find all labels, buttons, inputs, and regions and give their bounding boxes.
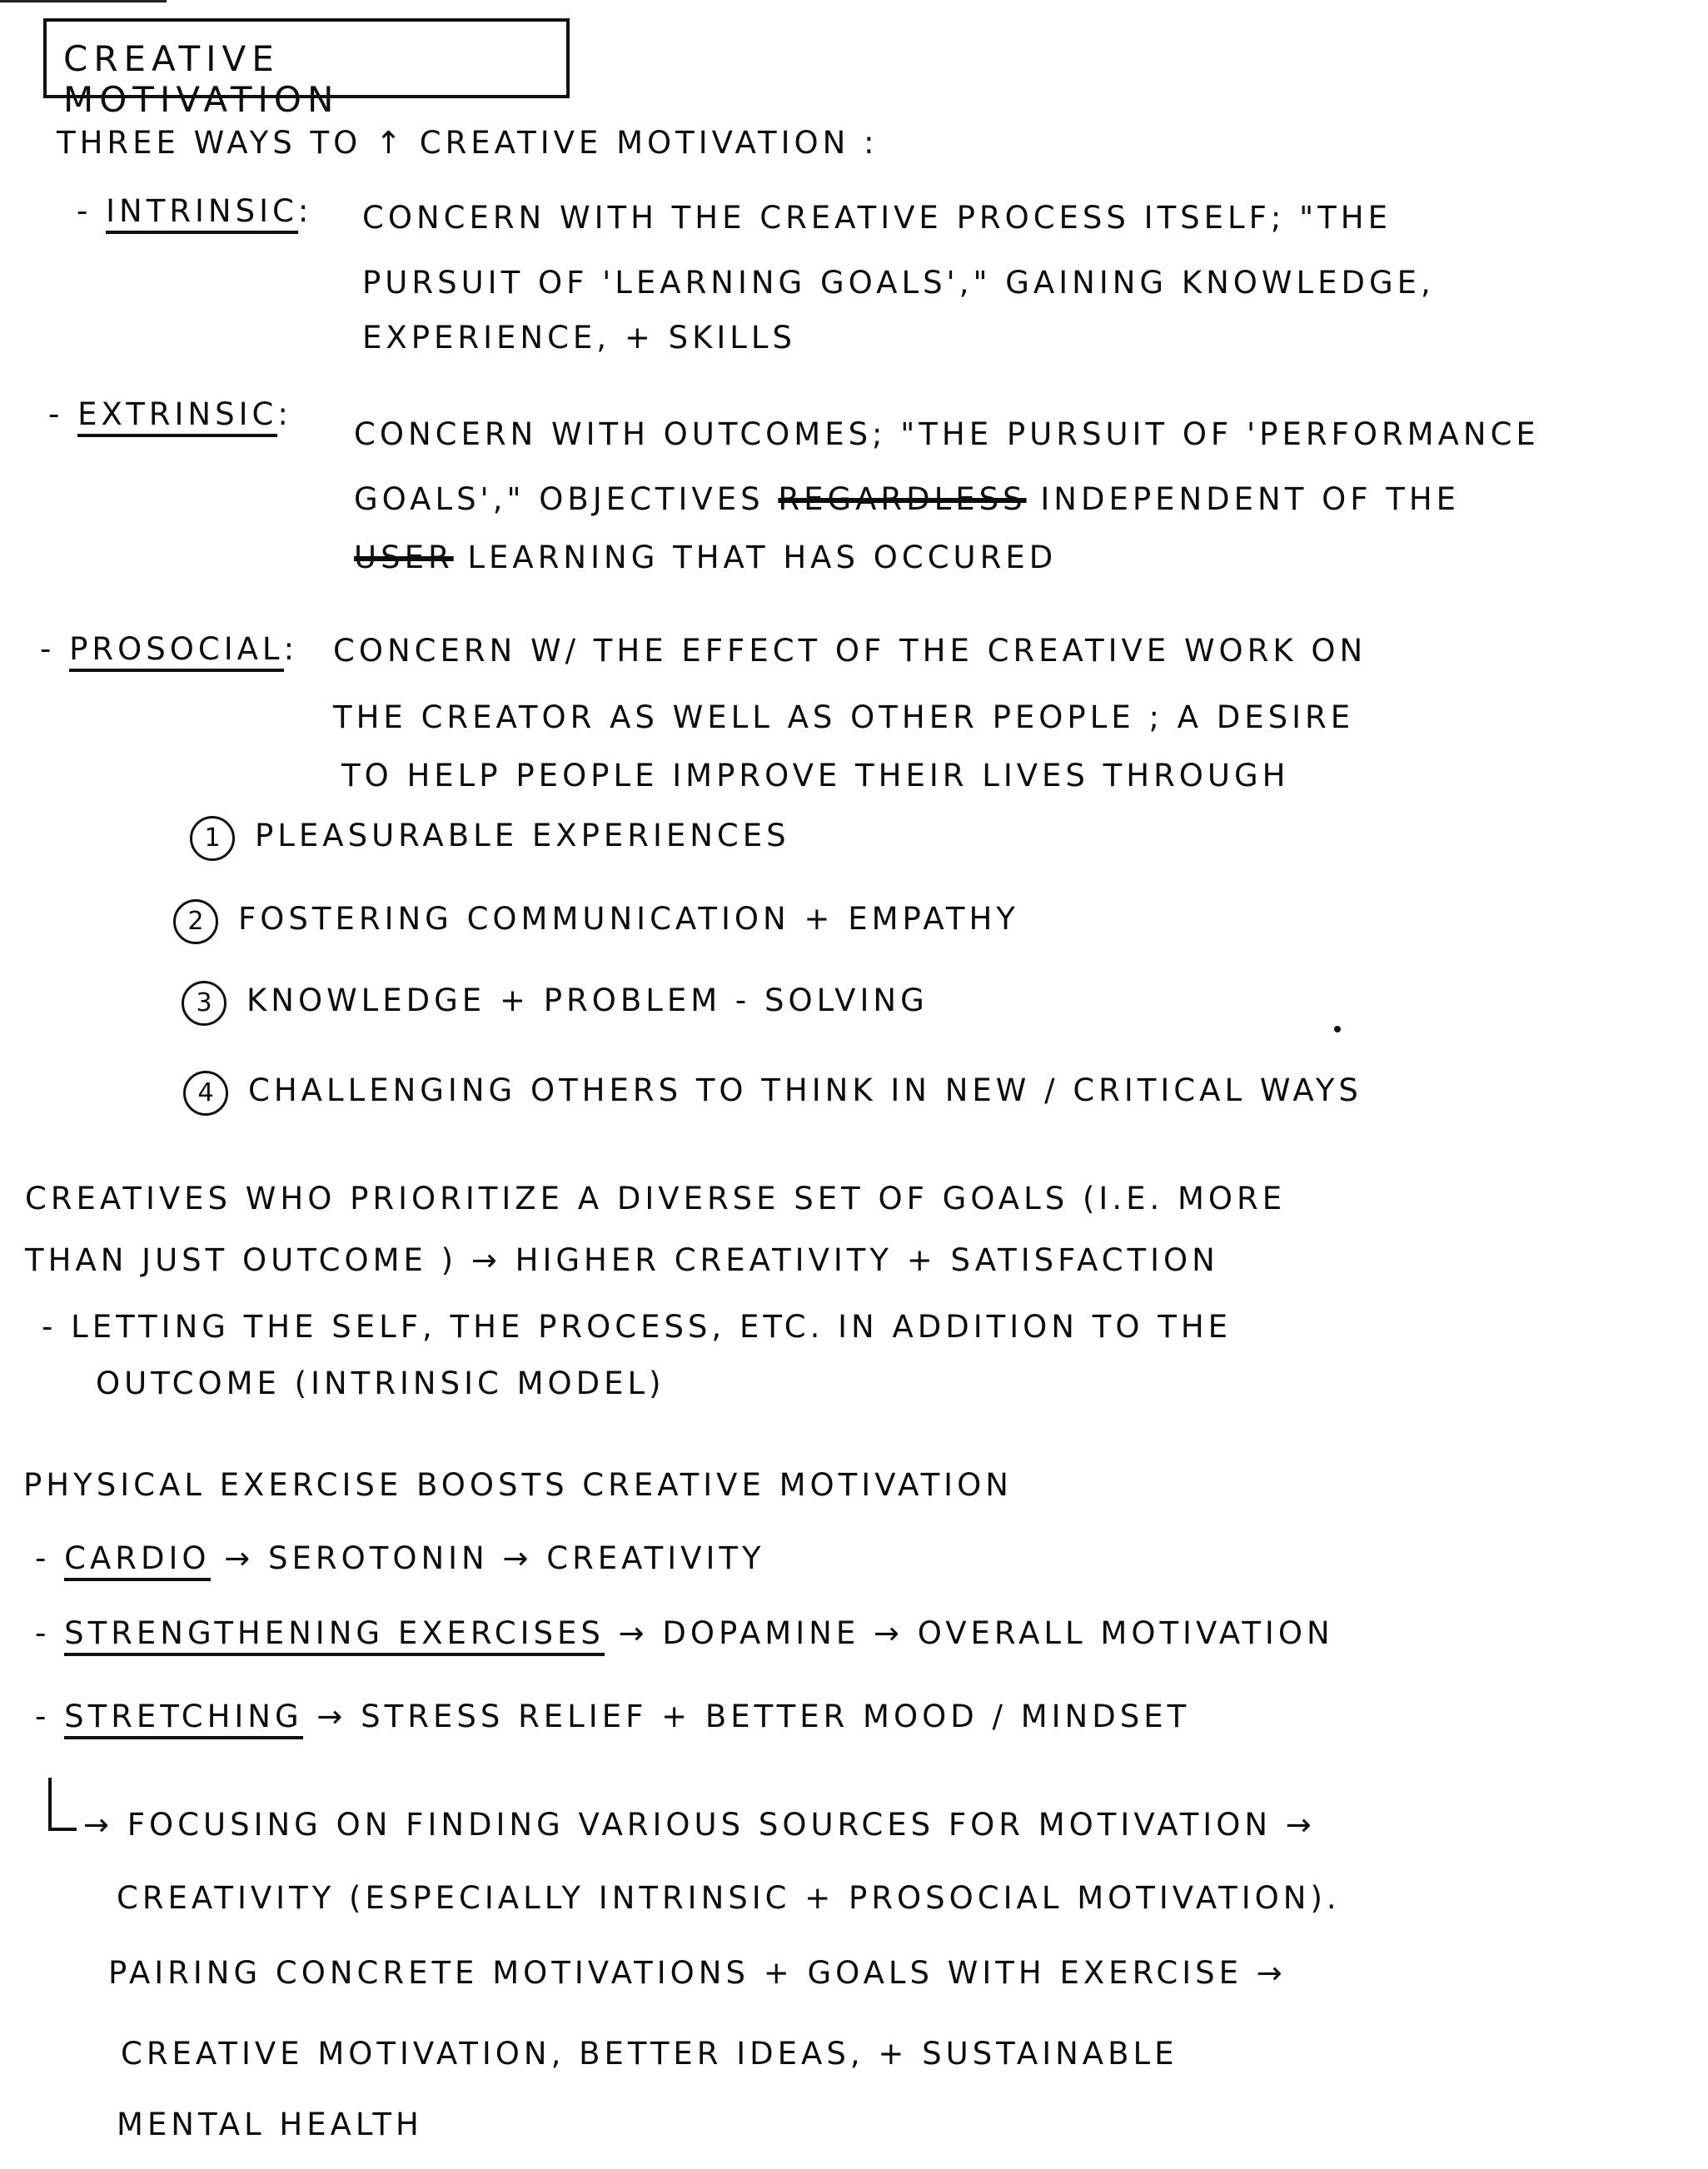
number-circle: 3	[182, 981, 227, 1026]
prosocial-line-2: THE CREATOR AS WELL AS OTHER PEOPLE ; A DESIRE	[333, 699, 1355, 735]
intrinsic-label: INTRINSIC	[106, 193, 298, 234]
number-circle: 1	[190, 816, 235, 861]
conclusion-line-5: MENTAL HEALTH	[117, 2107, 423, 2142]
diverse-sub-1: - LETTING THE SELF, THE PROCESS, ETC. IN ADDITION TO THE	[42, 1309, 1232, 1345]
extrinsic-heading: - EXTRINSIC:	[48, 396, 292, 432]
ink-dot	[1334, 1026, 1341, 1032]
page-title: CREATIVE MOTIVATION	[63, 38, 340, 120]
extrinsic-line-1: CONCERN WITH OUTCOMES; "THE PURSUIT OF 'PERFORMANCE	[354, 416, 1540, 452]
prosocial-line-1: CONCERN W/ THE EFFECT OF THE CREATIVE WORK ON	[333, 633, 1367, 669]
intrinsic-line-3: EXPERIENCE, + SKILLS	[362, 320, 796, 356]
extrinsic-line-2: GOALS'," OBJECTIVES REGARDLESS INDEPENDENT OF THE	[354, 481, 1461, 517]
number-circle: 4	[183, 1071, 228, 1116]
intro-line: THREE WAYS TO ↑ CREATIVE MOTIVATION :	[57, 125, 879, 161]
diverse-line-2: THAN JUST OUTCOME ) → HIGHER CREATIVITY + SATISFACTION	[25, 1242, 1219, 1278]
conclusion-line-4: CREATIVE MOTIVATION, BETTER IDEAS, + SUSTAINABLE	[121, 2036, 1178, 2072]
diverse-sub-2: OUTCOME (INTRINSIC MODEL)	[96, 1366, 665, 1401]
hook-arrow-icon	[48, 1778, 77, 1831]
extrinsic-line-3: USER LEARNING THAT HAS OCCURED	[354, 540, 1058, 575]
conclusion-line-2: CREATIVITY (ESPECIALLY INTRINSIC + PROSOCIAL MOTIVATION).	[117, 1880, 1341, 1916]
exercise-term: STRETCHING	[64, 1699, 303, 1739]
intrinsic-heading: - INTRINSIC:	[77, 193, 312, 229]
title-box	[43, 18, 570, 120]
intrinsic-line-1: CONCERN WITH THE CREATIVE PROCESS ITSELF; "THE	[362, 200, 1392, 236]
exercise-item: - CARDIO → SEROTONIN → CREATIVITY	[35, 1540, 765, 1576]
conclusion-line-1: → FOCUSING ON FINDING VARIOUS SOURCES FOR MOTIVATION →	[83, 1807, 1316, 1843]
prosocial-label: PROSOCIAL	[69, 631, 283, 672]
prosocial-item: 3 KNOWLEDGE + PROBLEM - SOLVING	[182, 981, 929, 1026]
prosocial-heading: - PROSOCIAL:	[40, 631, 298, 667]
prosocial-line-3: TO HELP PEOPLE IMPROVE THEIR LIVES THROUGH	[341, 758, 1290, 793]
extrinsic-label: EXTRINSIC	[77, 396, 277, 437]
conclusion-line-3: PAIRING CONCRETE MOTIVATIONS + GOALS WITH EXERCISE →	[108, 1955, 1287, 1991]
diverse-line-1: CREATIVES WHO PRIORITIZE A DIVERSE SET OF GOALS (I.E. MORE	[25, 1181, 1287, 1216]
prosocial-item: 2 FOSTERING COMMUNICATION + EMPATHY	[173, 899, 1019, 944]
page-edge-line	[0, 0, 167, 2]
prosocial-item: 1 PLEASURABLE EXPERIENCES	[190, 816, 790, 861]
struck-word: USER	[354, 540, 454, 575]
exercise-item: - STRENGTHENING EXERCISES → DOPAMINE → OVERALL MOTIVATION	[35, 1615, 1334, 1651]
intrinsic-line-2: PURSUIT OF 'LEARNING GOALS'," GAINING KNOWLEDGE,	[362, 265, 1435, 301]
exercise-heading: PHYSICAL EXERCISE BOOSTS CREATIVE MOTIVATION	[23, 1467, 1013, 1503]
prosocial-item: 4 CHALLENGING OTHERS TO THINK IN NEW / CRITICAL WAYS	[183, 1071, 1362, 1116]
struck-word: REGARDLESS	[778, 481, 1027, 517]
number-circle: 2	[173, 899, 218, 944]
exercise-term: STRENGTHENING EXERCISES	[64, 1615, 605, 1656]
exercise-term: CARDIO	[64, 1540, 210, 1581]
exercise-item: - STRETCHING → STRESS RELIEF + BETTER MOOD / MINDSET	[35, 1699, 1190, 1734]
